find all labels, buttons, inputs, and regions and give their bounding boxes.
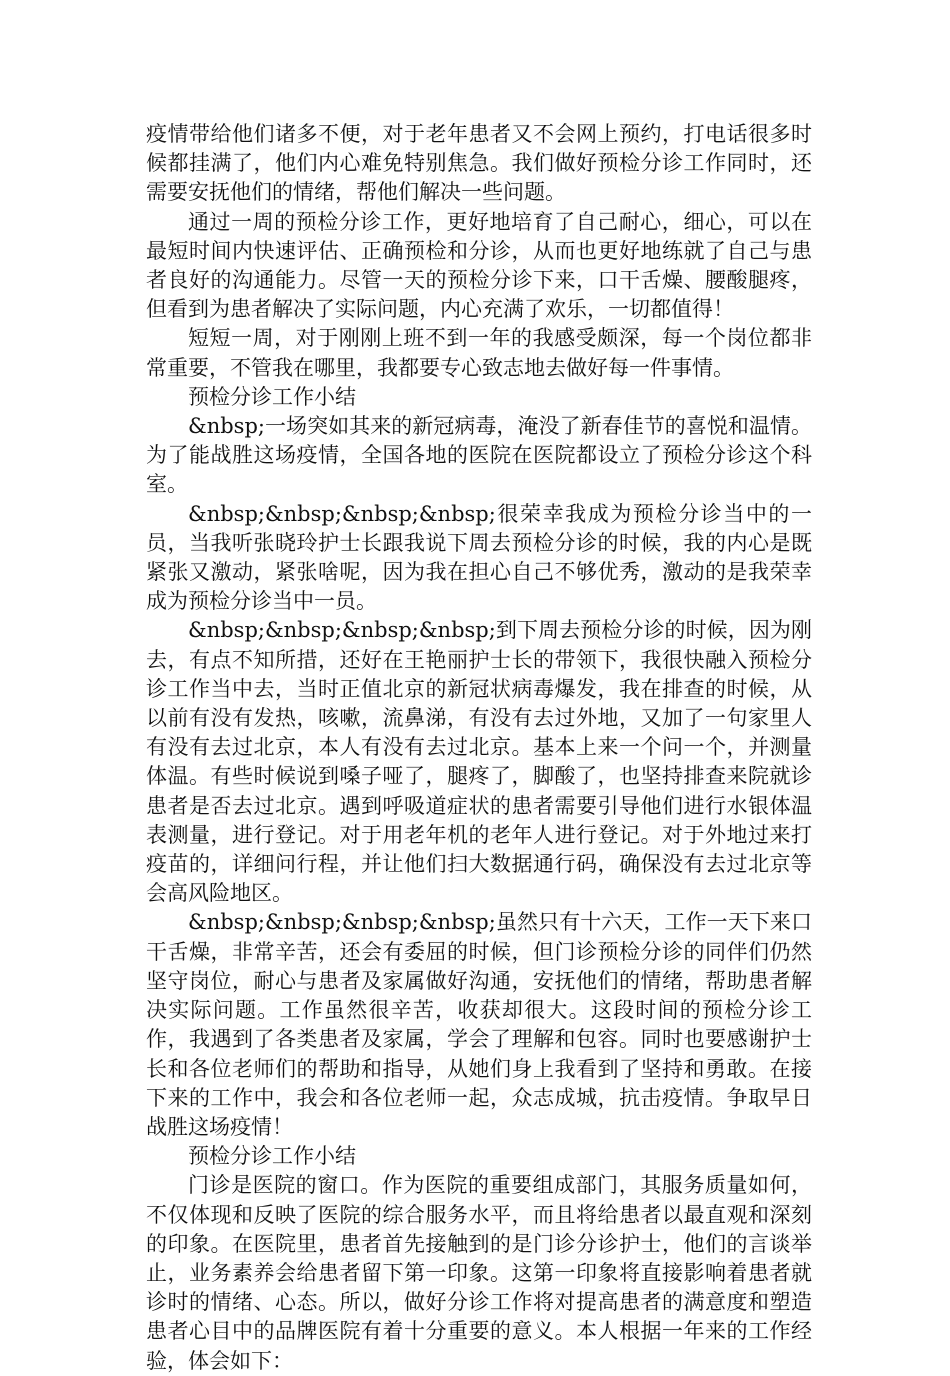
paragraph-continuation: 疫情带给他们诸多不便，对于老年患者又不会网上预约，打电话很多时候都挂满了，他们内心难免特别焦急。我们做好预检分诊工作同时，还需要安抚他们的情绪，帮他们解决一些问题。	[146, 122, 812, 205]
paragraph: &nbsp;一场突如其来的新冠病毒，淹没了新春佳节的喜悦和温情。为了能战胜这场疫情，全国各地的医院在医院都设立了预检分诊这个科室。	[146, 414, 812, 497]
section-heading: 预检分诊工作小结	[188, 384, 356, 409]
paragraph: 门诊是医院的窗口。作为医院的重要组成部门，其服务质量如何，不仅体现和反映了医院的综合服务水平，而且将给患者以最直观和深刻的印象。在医院里，患者首先接触到的是门诊分诊护士，他们的言谈举止，业务素养会给患者留下第一印象。这第一印象将直接影响着患者就诊时的情绪、心态。所以，做好分诊工作将对提高患者的满意度和塑造患者心目中的品牌医院有着十分重要的意义。本人根据一年来的工作经验，体会如下：	[146, 1173, 812, 1373]
paragraph: &nbsp;&nbsp;&nbsp;&nbsp;虽然只有十六天，工作一天下来口干舌燥，非常辛苦，还会有委屈的时候，但门诊预检分诊的同伴们仍然坚守岗位，耐心与患者及家属做好沟通，安抚他们的情绪，帮助患者解决实际问题。工作虽然很辛苦，收获却很大。这段时间的预检分诊工作，我遇到了各类患者及家属，学会了理解和包容。同时也要感谢护士长和各位老师们的帮助和指导，从她们身上我看到了坚持和勇敢。在接下来的工作中，我会和各位老师一起，众志成城，抗击疫情。争取早日战胜这场疫情！	[146, 910, 812, 1139]
paragraph: &nbsp;&nbsp;&nbsp;&nbsp;到下周去预检分诊的时候，因为刚去，有点不知所措，还好在王艳丽护士长的带领下，我很快融入预检分诊工作当中去，当时正值北京的新冠状病毒爆发，我在排查的时候，从以前有没有发热，咳嗽，流鼻涕，有没有去过外地，又加了一句家里人有没有去过北京，本人有没有去过北京。基本上来一个问一个，并测量体温。有些时候说到嗓子哑了，腿疼了，脚酸了，也坚持排查来院就诊患者是否去过北京。遇到呼吸道症状的患者需要引导他们进行水银体温表测量，进行登记。对于用老年机的老年人进行登记。对于外地过来打疫苗的，详细问行程，并让他们扫大数据通行码，确保没有去过北京等会高风险地区。	[146, 618, 812, 906]
paragraph: &nbsp;&nbsp;&nbsp;&nbsp;很荣幸我成为预检分诊当中的一员，当我听张晓玲护士长跟我说下周去预检分诊的时候，我的内心是既紧张又激动，紧张啥呢，因为我在担心自己不够优秀，激动的是我荣幸成为预检分诊当中一员。	[146, 501, 812, 614]
document-body	[146, 120, 812, 1376]
paragraph: 通过一周的预检分诊工作，更好地培育了自己耐心，细心，可以在最短时间内快速评估、正确预检和分诊，从而也更好地练就了自己与患者良好的沟通能力。尽管一天的预检分诊下来，口干舌燥、腰酸腿疼，但看到为患者解决了实际问题，内心充满了欢乐，一切都值得！	[146, 209, 812, 322]
paragraph: 短短一周，对于刚刚上班不到一年的我感受颇深，每一个岗位都非常重要，不管我在哪里，我都要专心致志地去做好每一件事情。	[146, 326, 812, 380]
section-heading: 预检分诊工作小结	[188, 1144, 356, 1169]
